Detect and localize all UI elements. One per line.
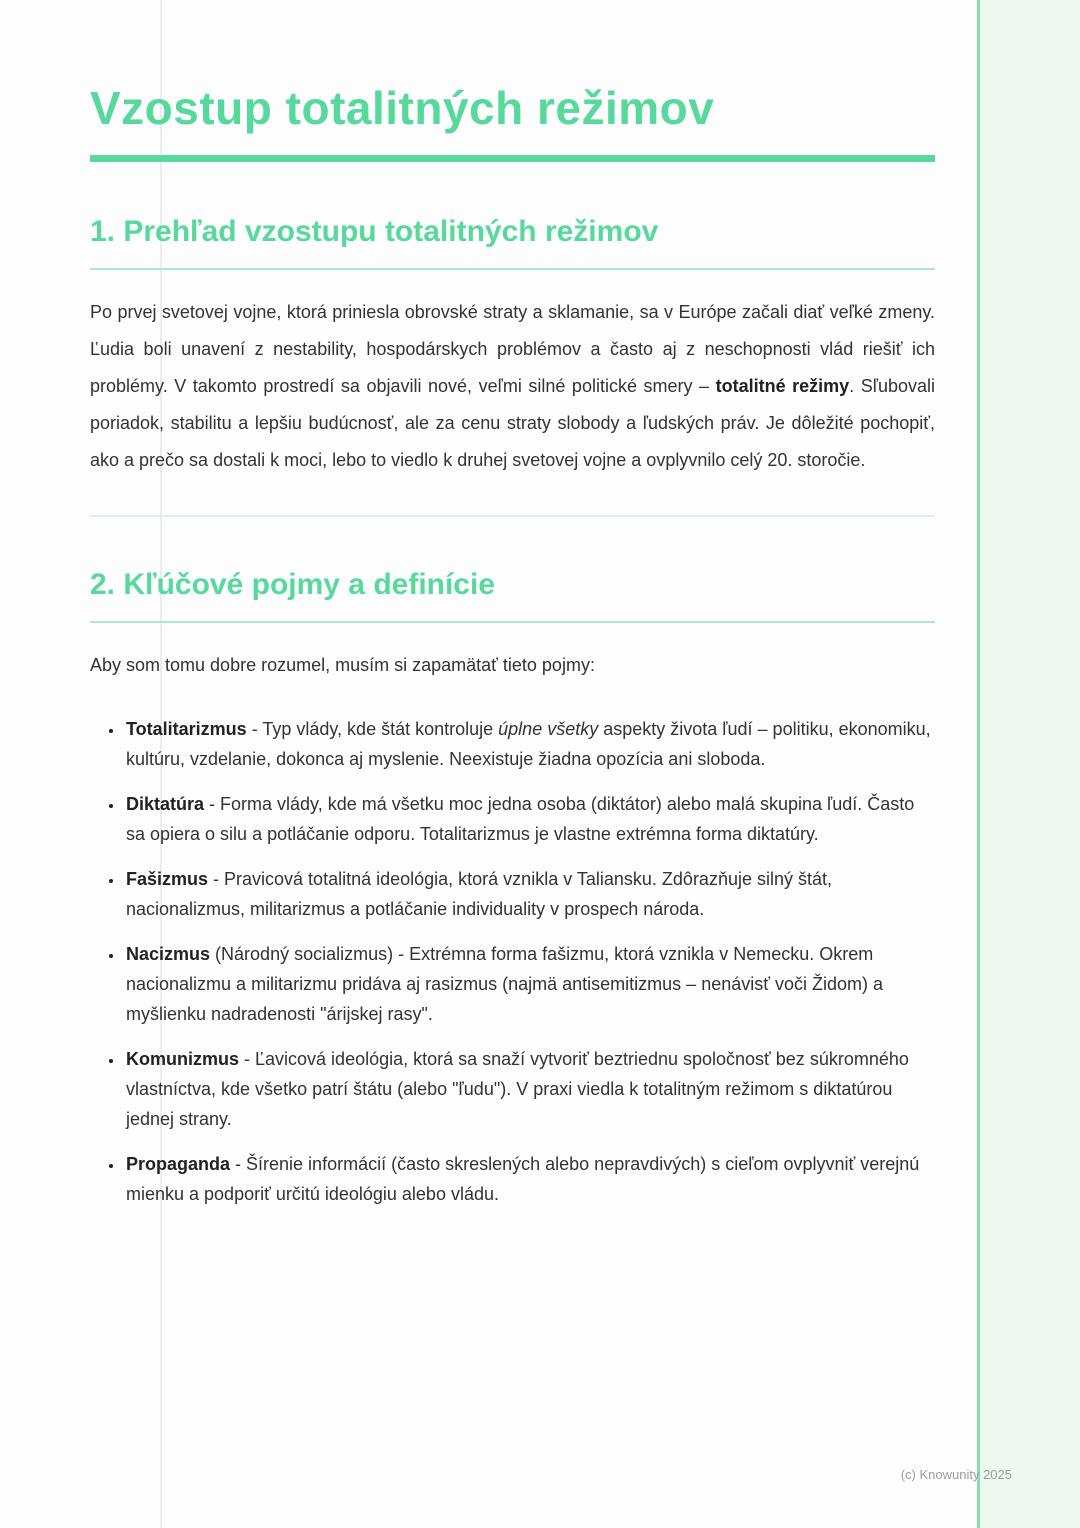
text-segment: aspekty života ľudí – politiku, ekonomiku, kultúru, vzdelanie, dokonca aj myslenie. Neexistuje žiadna opozícia ani sloboda. xyxy=(126,718,931,769)
section-2-heading: 2. Kľúčové pojmy a definície xyxy=(90,567,935,623)
term-item xyxy=(124,864,935,924)
text-segment: Po prvej svetovej vojne, ktorá priniesla obrovské straty a sklamanie, sa v Európe začali diať veľké zmeny. Ľudia boli unavení z nestability, hospodárskych problémov a často aj z neschopnosti vlád riešiť ich problémy. V takomto prostredí sa objavili nové, veľmi silné politické smery – xyxy=(90,301,935,396)
section-divider xyxy=(90,515,935,517)
text-segment: . Sľubovali poriadok, stabilitu a lepšiu budúcnosť, ale za cenu straty slobody a ľudských práv. Je dôležité pochopiť, ako a prečo sa dostali k moci, lebo to viedlo k druhej svetovej vojne a ovplyvnilo celý 20. storočie. xyxy=(90,375,936,470)
title-underline xyxy=(90,155,935,162)
term-label: Komunizmus xyxy=(126,1048,240,1069)
text-segment: - Ľavicová ideológia, ktorá sa snaží vytvoriť beztriednu spoločnosť bez súkromného vlastníctva, kde všetko patrí štátu (alebo "ľudu"). V praxi viedla k totalitným režimom s diktatúrou jednej strany. xyxy=(126,1048,909,1129)
text-segment: - Typ vlády, kde štát kontroluje xyxy=(246,718,499,739)
term-item xyxy=(124,1149,935,1209)
term-label: Fašizmus xyxy=(126,868,209,889)
term-label: Totalitarizmus xyxy=(126,718,247,739)
terms-intro-paragraph: Aby som tomu dobre rozumel, musím si zapamätať tieto pojmy: xyxy=(90,654,595,675)
footer-copyright: (c) Knowunity 2025 xyxy=(900,1467,1012,1482)
terms-list xyxy=(90,714,935,1209)
term-item xyxy=(124,1044,935,1134)
term-label: Propaganda xyxy=(126,1153,231,1174)
term-label: totalitné režimy xyxy=(715,375,850,396)
content-area xyxy=(90,82,935,1224)
text-segment: (Národný socializmus) - Extrémna forma fašizmu, ktorá vznikla v Nemecku. Okrem nacionalizmu a militarizmu pridáva aj rasizmus (najmä antisemitizmus – nenávisť voči Židom) a myšlienku nadradenosti "árijskej rasy". xyxy=(126,943,884,1024)
text-segment: úplne všetky xyxy=(498,718,599,739)
term-item xyxy=(124,939,935,1029)
section-1-heading: 1. Prehľad vzostupu totalitných režimov xyxy=(90,214,935,270)
term-item xyxy=(124,714,935,774)
term-item xyxy=(124,789,935,849)
term-label: Nacizmus xyxy=(126,943,211,964)
section-overview xyxy=(90,214,935,479)
page-title: Vzostup totalitných režimov xyxy=(90,82,715,134)
text-segment: - Šírenie informácií (často skreslených alebo nepravdivých) s cieľom ovplyvniť verejnú mienku a podporiť určitú ideológiu alebo vládu. xyxy=(126,1153,920,1204)
overview-paragraph xyxy=(90,294,935,479)
section-key-terms xyxy=(90,567,935,1209)
right-accent-band xyxy=(977,0,1080,1528)
text-segment: - Pravicová totalitná ideológia, ktorá vznikla v Taliansku. Zdôrazňuje silný štát, nacionalizmus, militarizmus a potláčanie individuality v prospech národa. xyxy=(126,868,833,919)
term-label: Diktatúra xyxy=(126,793,205,814)
text-segment: - Forma vlády, kde má všetku moc jedna osoba (diktátor) alebo malá skupina ľudí. Často sa opiera o silu a potláčanie odporu. Totalitarizmus je vlastne extrémna forma diktatúry. xyxy=(126,793,915,844)
